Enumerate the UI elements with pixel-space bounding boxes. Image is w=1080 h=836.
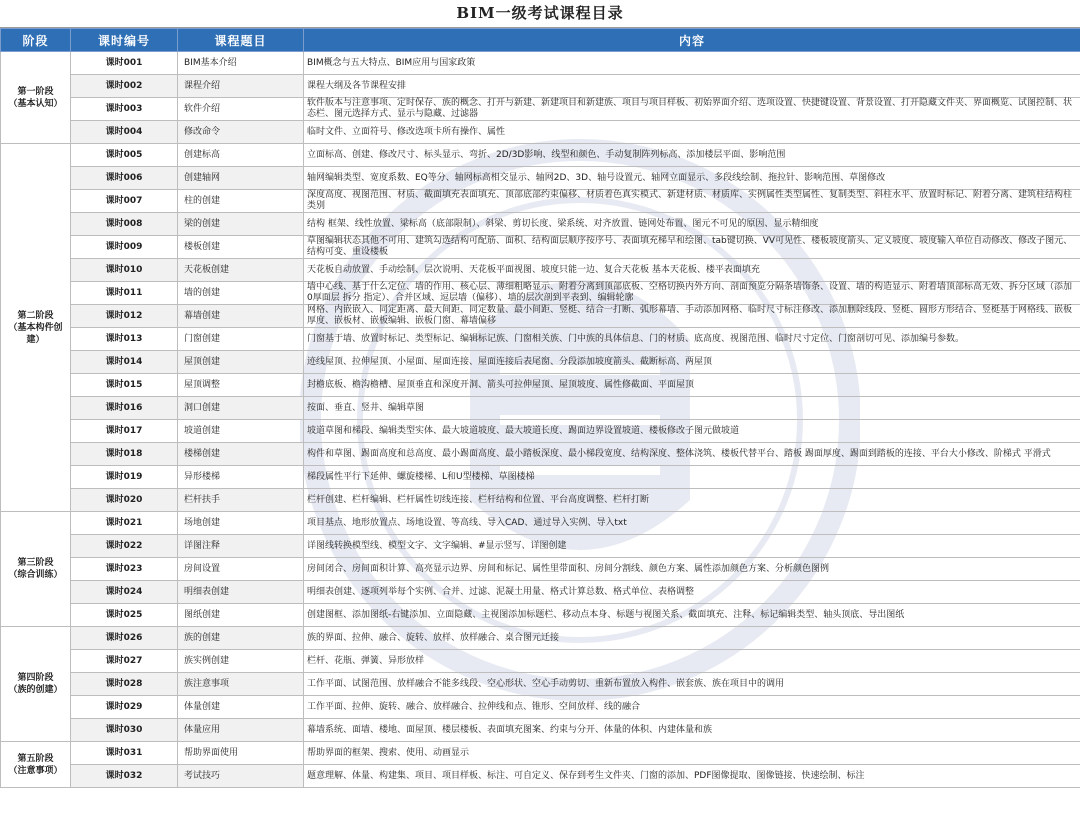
lesson-content-cell: 网格、内嵌嵌入、同定距离、最大间距、同定数量、最小间距、竖梃、结合一打断、弧形幕墙、手动添加网格、临时尺寸标注修改、添加删除线段、竖梃、圆形方形结合、竖梃基于网格线、嵌板厚度、嵌板材、嵌板编辑、嵌板门窗、幕墙偏移: [304, 305, 1080, 328]
lesson-id-cell: 课时026: [71, 627, 178, 650]
stage-name: 第四阶段: [17, 673, 54, 683]
lesson-title-cell: 坡道创建: [178, 420, 304, 443]
table-row: [1, 420, 1080, 443]
lesson-title-cell: 洞口创建: [178, 397, 304, 420]
stage-subtitle: （注意事项）: [8, 765, 63, 776]
lesson-id-cell: 课时012: [71, 305, 178, 328]
lesson-title-cell: 幕墙创建: [178, 305, 304, 328]
stage-subtitle: （综合训练）: [8, 570, 63, 580]
lesson-content-cell: 封檐底板、檐沟檐槽、屋顶垂直和深度开洞、箭头可拉伸屋顶、屋顶坡度、属性修截面、平面屋顶: [304, 374, 1080, 397]
stage-subtitle: （基本认知）: [8, 98, 63, 109]
lesson-id-cell: 课时017: [71, 420, 178, 443]
lesson-title-cell: 族实例创建: [178, 650, 304, 673]
lesson-title-cell: 帮助界面使用: [178, 742, 304, 765]
lesson-id-cell: 课时024: [71, 581, 178, 604]
lesson-content-cell: 坡道草图和梯段、编辑类型实体、最大坡道坡度、最大坡道长度、踢面边界设置坡道、楼板修改子图元做坡道: [304, 420, 1080, 443]
lesson-content-cell: 族的界面、拉伸、融合、旋转、放样、放样融合、桌合图元迁接: [304, 627, 1080, 650]
table-row: [1, 328, 1080, 351]
lesson-content-cell: 深度高度、视图范围、材质、截面填充表面填充、顶部底部约束偏移、材质着色真实模式、新建材质、材质库、实例属性类型属性、复制类型、斜柱水平、放置时标记、附着分离、建筑柱结构柱类别: [304, 190, 1080, 213]
stage-subtitle: （族的创建）: [8, 685, 63, 695]
lesson-id-cell: 课时009: [71, 236, 178, 259]
lesson-content-cell: 轴网编辑类型、宽度系数、EQ等分、轴网标高相交显示、轴网2D、3D、轴号设置元、轴网立面显示、多段线绘制、拖拉针、影响范围、草图修改: [304, 167, 1080, 190]
header-content: 内容: [304, 29, 1080, 52]
course-table: [0, 28, 1080, 788]
lesson-title-cell: 图纸创建: [178, 604, 304, 627]
lesson-id-cell: 课时018: [71, 443, 178, 466]
table-row: [1, 259, 1080, 282]
header-lesson-id: 课时编号: [71, 29, 178, 52]
table-row: [1, 167, 1080, 190]
header-lesson-title: 课程题目: [178, 29, 304, 52]
table-row: [1, 121, 1080, 144]
table-body: [1, 52, 1080, 788]
lesson-content-cell: 工作平面、拉伸、旋转、融合、放样融合、拉伸线和点、锥形、空间放样、线的融合: [304, 696, 1080, 719]
lesson-title-cell: 异形楼梯: [178, 466, 304, 489]
lesson-title-cell: 楼板创建: [178, 236, 304, 259]
stage-cell: [1, 627, 71, 742]
lesson-id-cell: 课时003: [71, 98, 178, 121]
lesson-title-cell: 课程介绍: [178, 75, 304, 98]
lesson-title-cell: 房间设置: [178, 558, 304, 581]
lesson-id-cell: 课时031: [71, 742, 178, 765]
table-row: [1, 466, 1080, 489]
lesson-content-cell: 按面、垂直、竖井、编辑草图: [304, 397, 1080, 420]
header-row: [1, 29, 1080, 52]
table-row: [1, 236, 1080, 259]
lesson-id-cell: 课时005: [71, 144, 178, 167]
lesson-title-cell: 体量创建: [178, 696, 304, 719]
lesson-content-cell: 题意理解、体量、构建集、项目、项目样板、标注、可自定义、保存到考生文件夹、门窗的添加、PDF图像提取、图像链接、快速绘制、标注: [304, 765, 1080, 788]
lesson-id-cell: 课时002: [71, 75, 178, 98]
lesson-id-cell: 课时015: [71, 374, 178, 397]
lesson-content-cell: 栏杆创建、栏杆编辑、栏杆属性切线连接、栏杆结构和位置、平台高度调整、栏杆打断: [304, 489, 1080, 512]
lesson-id-cell: 课时013: [71, 328, 178, 351]
lesson-content-cell: 结构 框架、线性放置、梁标高（底部限制）、斜梁、剪切长度、梁系统、对齐放置、链网处布置、图元不可见的原因、显示精细度: [304, 213, 1080, 236]
table-row: [1, 190, 1080, 213]
lesson-title-cell: 墙的创建: [178, 282, 304, 305]
lesson-id-cell: 课时006: [71, 167, 178, 190]
stage-name: 第五阶段: [17, 753, 54, 764]
lesson-title-cell: 创建轴网: [178, 167, 304, 190]
table-row: [1, 52, 1080, 75]
lesson-id-cell: 课时021: [71, 512, 178, 535]
table-row: [1, 144, 1080, 167]
table-row: [1, 604, 1080, 627]
table-row: [1, 305, 1080, 328]
lesson-title-cell: 屋顶调整: [178, 374, 304, 397]
lesson-content-cell: 房间闭合、房间面积计算、高亮显示边界、房间和标记、属性里带面积、房间分割线、颜色方案、属性添加颜色方案、分析颜色图例: [304, 558, 1080, 581]
table-row: [1, 397, 1080, 420]
lesson-id-cell: 课时008: [71, 213, 178, 236]
lesson-content-cell: 立面标高、创建、修改尺寸、标头显示、弯折、2D/3D影响、线型和颜色、手动复制阵列标高、添加楼层平面、影响范围: [304, 144, 1080, 167]
lesson-content-cell: 墙中心线、基于什么定位、墙的作用、核心层、薄细粗略显示、附着分离到顶部底板、空格切换内外方向、剖面预览分隔条墙饰条、设置、墙的构造显示、附着墙顶部标高无效、拆分区域（添加0厚面层 拆分 指定）、合并区域、逗层墙（偏移）、墙的层次剖到平表到、编辑轮廓: [304, 282, 1080, 305]
stage-cell: [1, 144, 71, 512]
lesson-title-cell: 栏杆扶手: [178, 489, 304, 512]
lesson-id-cell: 课时010: [71, 259, 178, 282]
lesson-content-cell: 项目基点、地形放置点、场地设置、等高线、导入CAD、通过导入实例、导入txt: [304, 512, 1080, 535]
lesson-content-cell: 天花板自动放置、手动绘制、层次说明、天花板平面视图、坡度只能一边、复合天花板 基本天花板、楼平表面填充: [304, 259, 1080, 282]
page-title: BIM一级考试课程目录: [0, 0, 1080, 28]
lesson-id-cell: 课时028: [71, 673, 178, 696]
lesson-id-cell: 课时027: [71, 650, 178, 673]
table-row: [1, 282, 1080, 305]
lesson-id-cell: 课时029: [71, 696, 178, 719]
lesson-title-cell: 软件介绍: [178, 98, 304, 121]
lesson-title-cell: 体量应用: [178, 719, 304, 742]
table-row: [1, 765, 1080, 788]
lesson-id-cell: 课时023: [71, 558, 178, 581]
stage-name: 第三阶段: [17, 558, 54, 568]
lesson-content-cell: 迹线屋顶、拉伸屋顶、小屋面、屋面连接、屋面连接后表尾窗、分段添加坡度箭头、截断标高、两屋顶: [304, 351, 1080, 374]
table-row: [1, 512, 1080, 535]
lesson-title-cell: 详图注释: [178, 535, 304, 558]
table-row: [1, 489, 1080, 512]
lesson-title-cell: 修改命令: [178, 121, 304, 144]
table-row: [1, 719, 1080, 742]
lesson-id-cell: 课时016: [71, 397, 178, 420]
table-row: [1, 535, 1080, 558]
lesson-id-cell: 课时014: [71, 351, 178, 374]
table-row: [1, 696, 1080, 719]
lesson-content-cell: 栏杆、花瓶、弹簧、异形放样: [304, 650, 1080, 673]
lesson-title-cell: 梁的创建: [178, 213, 304, 236]
lesson-id-cell: 课时032: [71, 765, 178, 788]
lesson-content-cell: 工作平面、试图范围、放样融合不能多线段、空心形状、空心手动剪切、重新布置放入构件、嵌套族、族在项目中的调用: [304, 673, 1080, 696]
lesson-title-cell: 明细表创建: [178, 581, 304, 604]
stage-subtitle: （基本构件创建）: [8, 322, 63, 345]
lesson-content-cell: 幕墙系统、面墙、楼地、面屋顶、楼层楼板、表面填充图案、约束与分开、体量的体积、内建体量和族: [304, 719, 1080, 742]
stage-name: 第一阶段: [17, 86, 54, 97]
table-row: [1, 558, 1080, 581]
lesson-title-cell: 天花板创建: [178, 259, 304, 282]
table-row: [1, 742, 1080, 765]
lesson-id-cell: 课时025: [71, 604, 178, 627]
table-row: [1, 75, 1080, 98]
lesson-title-cell: 族的创建: [178, 627, 304, 650]
lesson-id-cell: 课时020: [71, 489, 178, 512]
lesson-id-cell: 课时001: [71, 52, 178, 75]
table-row: [1, 581, 1080, 604]
stage-cell: [1, 742, 71, 788]
lesson-content-cell: BIM概念与五大特点、BIM应用与国家政策: [304, 52, 1080, 75]
lesson-title-cell: 柱的创建: [178, 190, 304, 213]
header-stage: 阶段: [1, 29, 71, 52]
table-row: [1, 351, 1080, 374]
lesson-content-cell: 详图线转换模型线、模型文字、文字编辑、#显示竖写、详图创建: [304, 535, 1080, 558]
table-row: [1, 98, 1080, 121]
lesson-content-cell: 帮助界面的框架、搜索、使用、动画显示: [304, 742, 1080, 765]
lesson-content-cell: 构件和草图、踢面高度和总高度、最小踢面高度、最小踏板深度、最小梯段宽度、结构深度、整体浇筑、楼板代替平台、踏板 踢面厚度、踢面到踏板的连接、平台大小修改、阶梯式 平滑式: [304, 443, 1080, 466]
lesson-content-cell: 临时文件、立面符号、修改选项卡所有操作、属性: [304, 121, 1080, 144]
table-row: [1, 673, 1080, 696]
lesson-title-cell: 屋顶创建: [178, 351, 304, 374]
lesson-title-cell: 创建标高: [178, 144, 304, 167]
lesson-id-cell: 课时007: [71, 190, 178, 213]
lesson-title-cell: 族注意事项: [178, 673, 304, 696]
lesson-content-cell: 明细表创建、逐项列举每个实例、合并、过滤、泥凝土用量、格式计算总数、格式单位、表格调整: [304, 581, 1080, 604]
table-row: [1, 650, 1080, 673]
stage-name: 第二阶段: [17, 310, 54, 321]
lesson-id-cell: 课时011: [71, 282, 178, 305]
lesson-id-cell: 课时030: [71, 719, 178, 742]
lesson-title-cell: 楼梯创建: [178, 443, 304, 466]
table-row: [1, 627, 1080, 650]
table-row: [1, 374, 1080, 397]
lesson-id-cell: 课时022: [71, 535, 178, 558]
lesson-id-cell: 课时019: [71, 466, 178, 489]
lesson-content-cell: 门窗基于墙、放置时标记、类型标记、编辑标记族、门窗相关族、门中族的具体信息、门的材质、底高度、视图范围、临时尺寸定位、门窗剖切可见、添加编号参数。: [304, 328, 1080, 351]
stage-cell: [1, 52, 71, 144]
lesson-id-cell: 课时004: [71, 121, 178, 144]
lesson-content-cell: 创建图框、添加图纸-右键添加、立面隐藏、主视图添加标题栏、移动点本身、标题与视图关系、截面填充、注释、标记编辑类型、轴头顶底、导出图纸: [304, 604, 1080, 627]
lesson-title-cell: 场地创建: [178, 512, 304, 535]
lesson-content-cell: 课程大纲及各节课程安排: [304, 75, 1080, 98]
lesson-title-cell: BIM基本介绍: [178, 52, 304, 75]
lesson-content-cell: 草图编辑状态其他不可用、建筑勾选结构可配筋、面积、结构面层顺序按序号、表面填充梯早和绘图、tab键切换、VV可见性、楼板坡度箭头、定义坡度、坡度输入单位自动修改、修改子图元、结构可变、重设楼板: [304, 236, 1080, 259]
lesson-content-cell: 软件版本与注意事项、定时保存、族的概念、打开与新建、新建项目和新建族、项目与项目样板、初始界面介绍、选项设置、快捷键设置、背景设置、打开隐藏文件夹、界面概览、试图控制、状态栏、图元选择方式、显示与隐藏、过滤器: [304, 98, 1080, 121]
table-row: [1, 443, 1080, 466]
lesson-content-cell: 梯段属性平行下延伸、螺旋楼梯、L和U型楼梯、草图楼梯: [304, 466, 1080, 489]
table-row: [1, 213, 1080, 236]
lesson-title-cell: 门窗创建: [178, 328, 304, 351]
stage-cell: [1, 512, 71, 627]
lesson-title-cell: 考试技巧: [178, 765, 304, 788]
